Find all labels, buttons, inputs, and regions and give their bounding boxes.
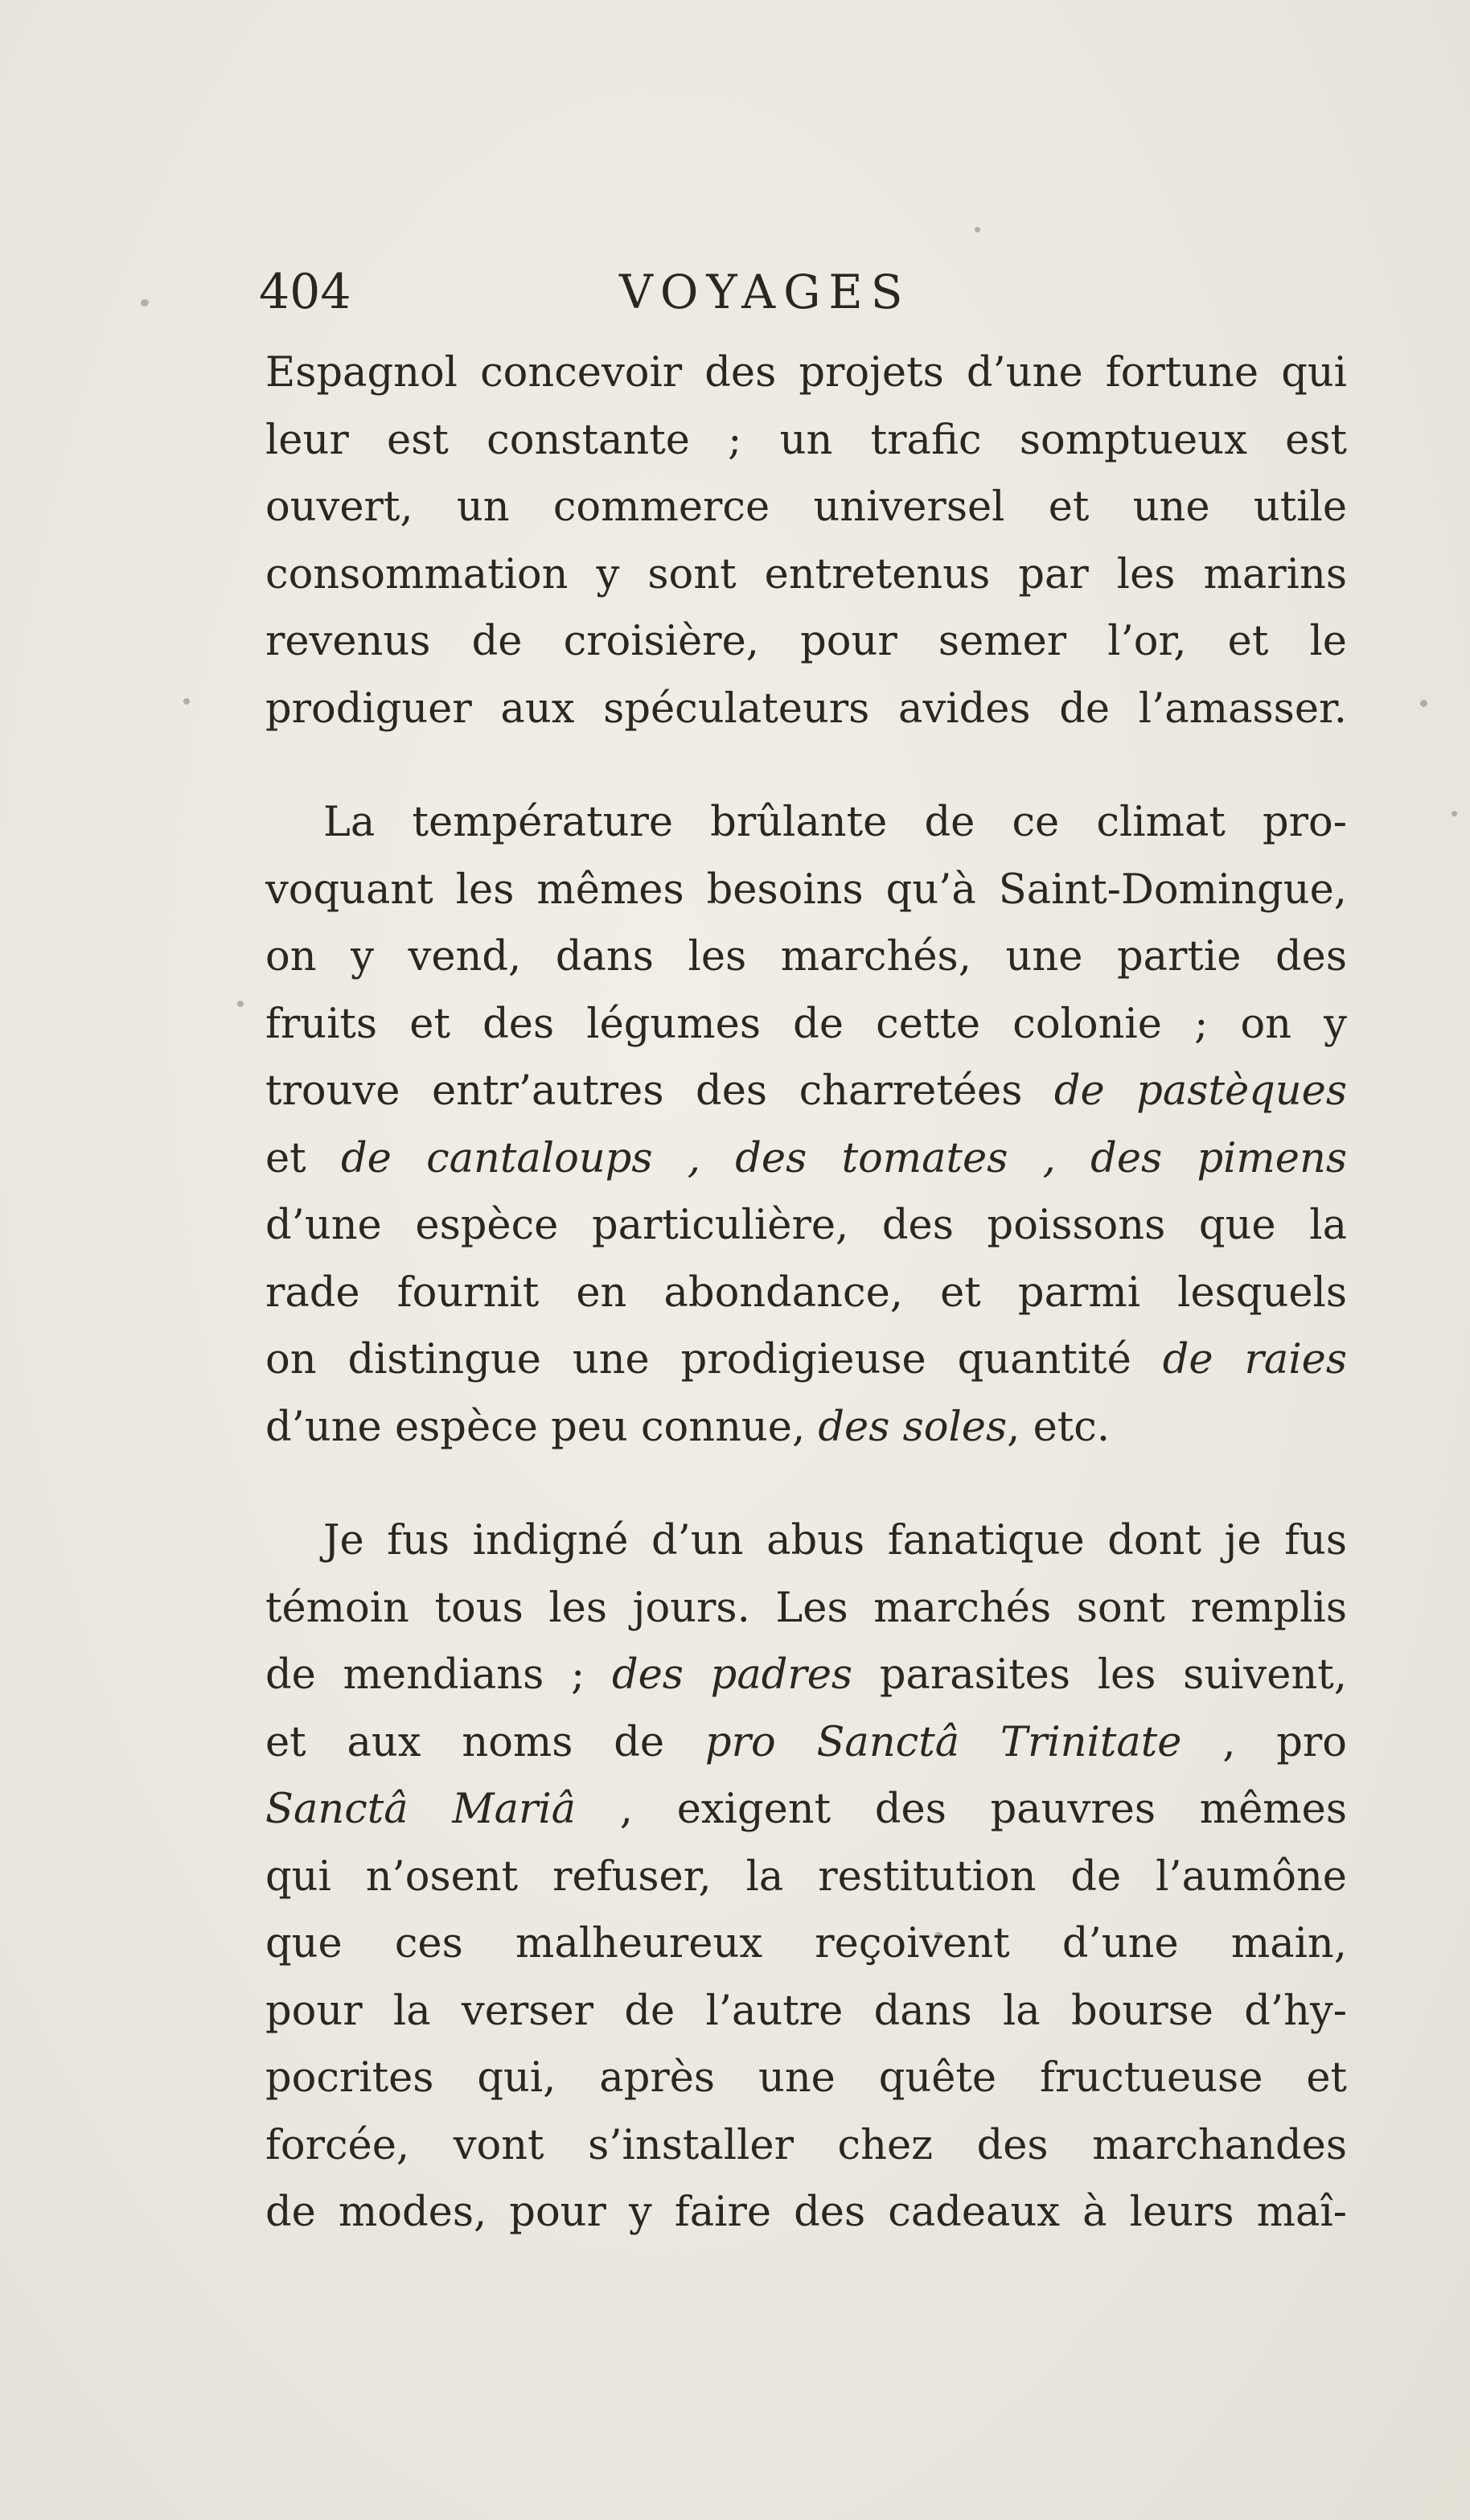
text-run: et	[265, 1134, 341, 1182]
text-line	[265, 1058, 1347, 1125]
text-line: on y vend, dans les marchés, une partie des	[265, 933, 1347, 980]
text-run: d’une espèce peu connue,	[265, 1403, 819, 1451]
text-line: d’une espèce particulière, des poissons que la	[265, 1202, 1347, 1249]
text-line	[265, 1709, 1347, 1777]
text-run: de mendians ;	[265, 1651, 612, 1699]
text-line: pocrites qui, après une quête fructueuse et	[265, 2054, 1347, 2102]
italic-text: de pastèques	[1053, 1067, 1347, 1115]
text-line: pour la verser de l’autre dans la bourse d’hy-	[265, 1987, 1347, 2035]
text-run: et aux noms de	[265, 1718, 705, 1766]
text-line: fruits et des légumes de cette colonie ; on y	[265, 1000, 1347, 1048]
text-run: , pro	[1181, 1718, 1348, 1766]
italic-text: des soles	[818, 1403, 1008, 1451]
italic-text: Sanctâ Mariâ	[265, 1786, 577, 1833]
text-line: ouvert, un commerce universel et une utile	[265, 483, 1347, 531]
paper-spot	[183, 698, 190, 705]
text-run: on distingue une prodigieuse quantité	[265, 1336, 1163, 1383]
text-line: de modes, pour y faire des cadeaux à leurs maî-	[265, 2189, 1347, 2236]
running-head: VOYAGES	[619, 265, 911, 319]
italic-text: pro Sanctâ Trinitate	[704, 1718, 1182, 1766]
italic-text: de cantaloups , des tomates , des pimens	[340, 1134, 1347, 1182]
text-line	[265, 1776, 1347, 1844]
paper-spot	[141, 299, 149, 306]
text-line: prodiguer aux spéculateurs avides de l’amasser.	[265, 684, 1347, 733]
paragraph	[265, 339, 1347, 742]
text-line: consommation y sont entretenus par les marins	[265, 550, 1347, 598]
italic-text: des padres	[611, 1651, 853, 1699]
paper-spot	[1420, 700, 1427, 707]
text-line: qui n’osent refuser, la restitution de l’aumône	[265, 1852, 1347, 1901]
text-line	[265, 1125, 1347, 1193]
paragraph	[265, 789, 1347, 1461]
text-line: La température brûlante de ce climat pro-	[323, 799, 1347, 846]
text-line	[265, 1394, 1347, 1461]
text-line: rade fournit en abondance, et parmi lesquels	[265, 1268, 1347, 1317]
text-line: forcée, vont s’installer chez des marchandes	[265, 2121, 1347, 2169]
body-text	[265, 339, 1347, 2247]
text-line: que ces malheureux reçoivent d’une main,	[265, 1920, 1347, 1967]
text-line: témoin tous les jours. Les marchés sont remplis	[265, 1584, 1347, 1632]
text-run: , etc.	[1007, 1403, 1111, 1451]
text-run: trouve entr’autres des charretées	[265, 1067, 1054, 1115]
paragraph	[265, 1507, 1347, 2247]
text-run: , exigent des pauvres mêmes	[576, 1786, 1347, 1833]
paper-spot	[975, 227, 980, 232]
text-line: revenus de croisière, pour semer l’or, et le	[265, 618, 1347, 665]
text-line: voquant les mêmes besoins qu’à Saint-Domingue,	[265, 865, 1347, 914]
paper-spot	[1452, 811, 1457, 816]
text-run: parasites les suivent,	[852, 1651, 1347, 1699]
text-line	[265, 1326, 1347, 1394]
page-header	[259, 256, 1353, 328]
page-number: 404	[259, 264, 351, 320]
text-line: Espagnol concevoir des projets d’une fortune qui	[265, 349, 1347, 397]
paper-spot	[237, 1001, 244, 1007]
text-line	[265, 1642, 1347, 1709]
text-line: leur est constante ; un trafic somptueux est	[265, 416, 1347, 464]
text-line: Je fus indigné d’un abus fanatique dont je fus	[323, 1517, 1347, 1564]
italic-text: de raies	[1162, 1336, 1347, 1383]
